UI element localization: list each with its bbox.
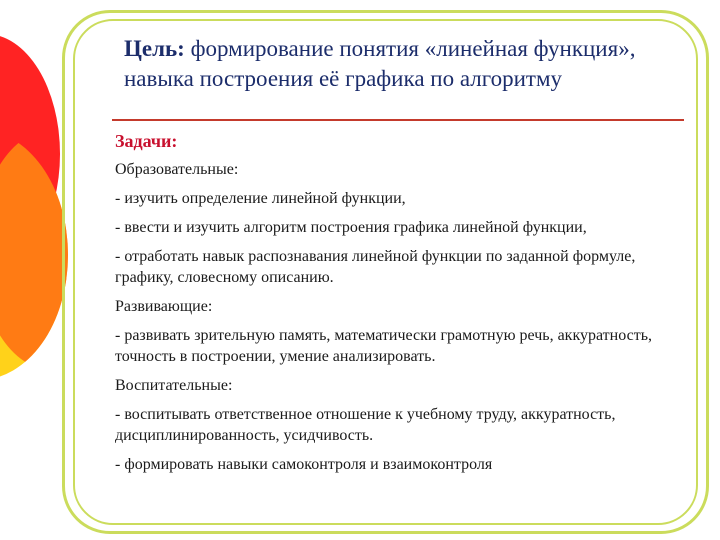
title-divider bbox=[112, 119, 684, 121]
slide-title bbox=[124, 34, 684, 94]
title-goal-label: Цель: bbox=[124, 36, 185, 61]
task-item: - воспитывать ответственное отношение к учебному труду, аккуратность, дисциплинированность, усидчивость. bbox=[115, 406, 616, 444]
tasks-heading: Задачи: bbox=[115, 131, 178, 151]
task-item: - отработать навык распознавания линейной функции по заданной формуле, графику, словесному описанию. bbox=[115, 248, 636, 286]
category-developmental: Развивающие: bbox=[115, 298, 213, 315]
task-item: - формировать навыки самоконтроля и взаимоконтроля bbox=[115, 456, 493, 473]
tasks-content bbox=[115, 131, 685, 483]
category-upbringing: Воспитательные: bbox=[115, 377, 233, 394]
task-item: - ввести и изучить алгоритм построения графика линейной функции, bbox=[115, 219, 587, 236]
title-goal-text: формирование понятия «линейная функция», навыка построения её графика по алгоритму bbox=[124, 36, 636, 91]
task-item: - изучить определение линейной функции, bbox=[115, 190, 406, 207]
task-item: - развивать зрительную память, математически грамотную речь, аккуратность, точность в построении, умение анализировать. bbox=[115, 327, 653, 365]
category-educational: Образовательные: bbox=[115, 161, 239, 178]
